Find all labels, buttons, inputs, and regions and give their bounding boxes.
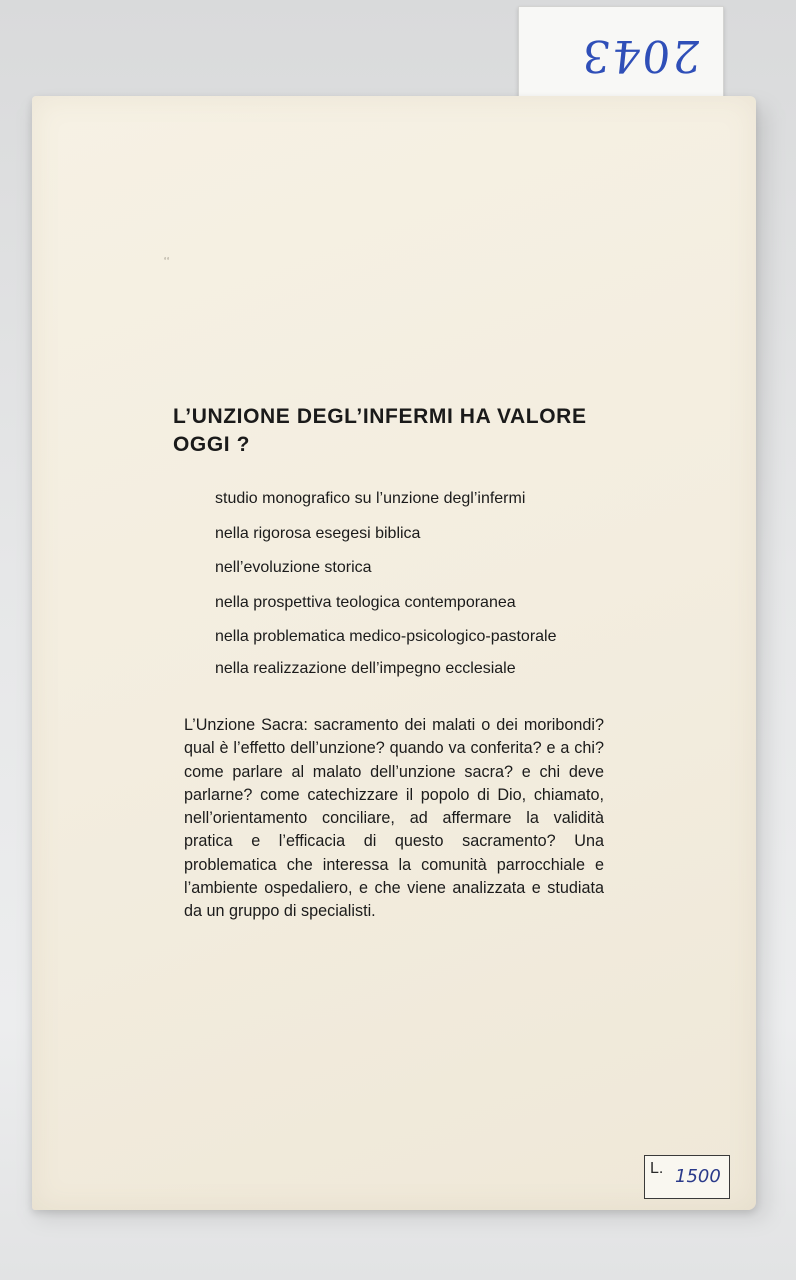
cover-heading: L’UNZIONE DEGL’INFERMI HA VALORE OGGI ? — [173, 405, 587, 456]
topic-item: studio monografico su l’unzione degl’infermi — [215, 490, 526, 507]
topic-item: nella prospettiva teologica contemporanea — [215, 593, 516, 611]
topic-item: nella problematica medico-psicologico-pastorale — [215, 628, 557, 645]
price-value: 1500 — [675, 1166, 721, 1187]
book-back-cover — [32, 96, 756, 1210]
topic-item: nella rigorosa esegesi biblica — [215, 524, 421, 542]
topics-list — [215, 488, 635, 693]
inventory-code: 2043 — [577, 30, 704, 81]
topic-item: nella realizzazione dell’impegno ecclesiale — [215, 660, 516, 677]
price-label — [644, 1155, 730, 1199]
price-prefix: L. — [650, 1160, 664, 1177]
cover-description: L’Unzione Sacra: sacramento dei malati o dei moribondi? qual è l’effetto dell’unzione? quando va conferita? e a chi? come parlare al malato dell’unzione sacra? e chi deve parlarne? come catechizzare il popolo di Dio, chiamato, nell’orientamento conciliare, ad affermare la validità pratica e l’efficacia di questo sacramento? Una problematica che interessa la comunità parrocchiale e l’ambiente ospedaliero, e che viene analizzata e studiata da un gruppo di specialisti. — [184, 716, 604, 921]
topic-item: nell’evoluzione storica — [215, 559, 372, 576]
inventory-sticker — [518, 6, 724, 106]
pencil-mark: ‘‘ — [164, 256, 171, 267]
